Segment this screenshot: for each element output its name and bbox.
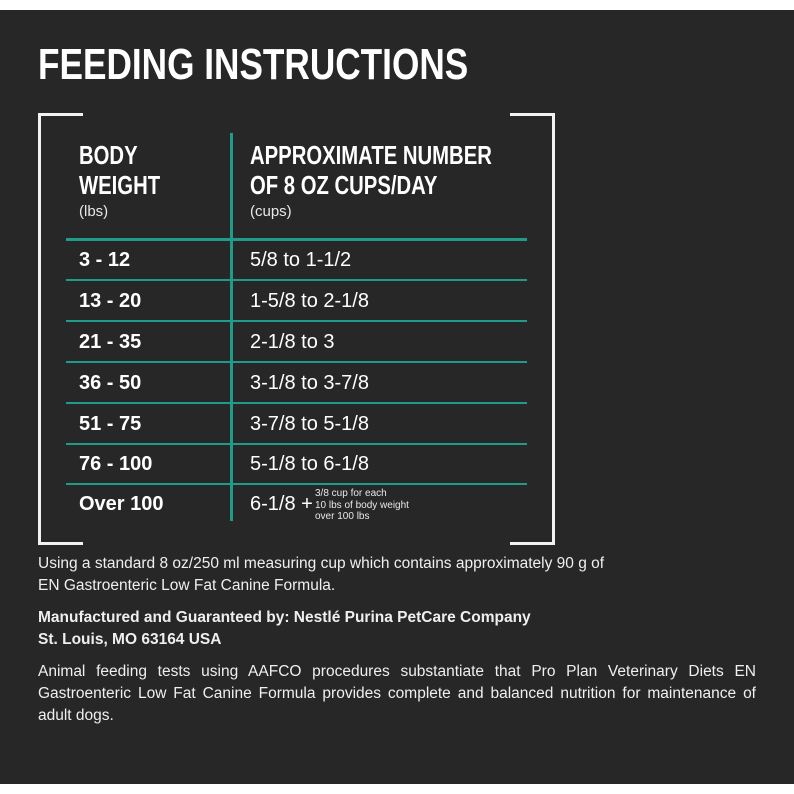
header-divider <box>66 238 527 241</box>
cups-cell: 5-1/8 to 6-1/8 <box>250 453 369 475</box>
over-100-note <box>315 488 409 523</box>
paragraph-line: Using a standard 8 oz/250 ml measuring cup which contains approximately 90 g of <box>38 555 605 572</box>
cups-cell: 1-5/8 to 2-1/8 <box>250 290 369 312</box>
aafco-statement: Animal feeding tests using AAFCO procedures substantiate that Pro Plan Veterinary Diets EN Gastroenteric Low Fat Canine Formula provides complete and balanced nutrition for maintenance of adult dogs. <box>38 663 756 724</box>
row-divider <box>66 443 527 445</box>
weight-cell: 13 - 20 <box>79 290 142 312</box>
header-line: WEIGHT <box>79 170 161 200</box>
left-bracket-frame <box>38 113 83 545</box>
paragraph-line: Manufactured and Guaranteed by: Nestlé Purina PetCare Company <box>38 609 531 626</box>
header-line: BODY <box>79 140 138 170</box>
weight-cell: 3 - 12 <box>79 249 131 271</box>
header-unit-lbs: (lbs) <box>79 203 109 220</box>
row-divider <box>66 483 527 485</box>
weight-cell: 51 - 75 <box>79 413 142 435</box>
right-bracket-frame <box>510 113 555 545</box>
note-line: 10 lbs of body weight <box>315 499 409 511</box>
weight-cell: Over 100 <box>79 493 164 515</box>
cups-cell: 3-7/8 to 5-1/8 <box>250 413 369 435</box>
header-body-weight <box>79 140 160 200</box>
measuring-cup-note <box>38 553 756 597</box>
cups-cell: 6-1/8 + <box>250 493 313 515</box>
row-divider <box>66 279 527 281</box>
weight-cell: 76 - 100 <box>79 453 153 475</box>
cups-cell: 2-1/8 to 3 <box>250 331 335 353</box>
cups-cell: 5/8 to 1-1/2 <box>250 249 352 271</box>
row-divider <box>66 320 527 322</box>
cups-cell: 3-1/8 to 3-7/8 <box>250 372 369 394</box>
manufacturer-info <box>38 607 756 651</box>
row-divider <box>66 361 527 363</box>
weight-cell: 36 - 50 <box>79 372 142 394</box>
header-line: OF 8 OZ CUPS/DAY <box>250 170 438 200</box>
weight-cell: 21 - 35 <box>79 331 142 353</box>
paragraph-line: St. Louis, MO 63164 USA <box>38 631 222 648</box>
header-line: APPROXIMATE NUMBER <box>250 140 492 170</box>
header-cups-per-day <box>250 140 492 200</box>
page-title: FEEDING INSTRUCTIONS <box>38 40 469 89</box>
note-line: over 100 lbs <box>315 511 370 522</box>
header-unit-cups: (cups) <box>250 203 292 220</box>
row-divider <box>66 402 527 404</box>
note-line: 3/8 cup for each <box>315 488 387 499</box>
column-divider <box>230 133 233 521</box>
paragraph-line: EN Gastroenteric Low Fat Canine Formula. <box>38 577 336 594</box>
